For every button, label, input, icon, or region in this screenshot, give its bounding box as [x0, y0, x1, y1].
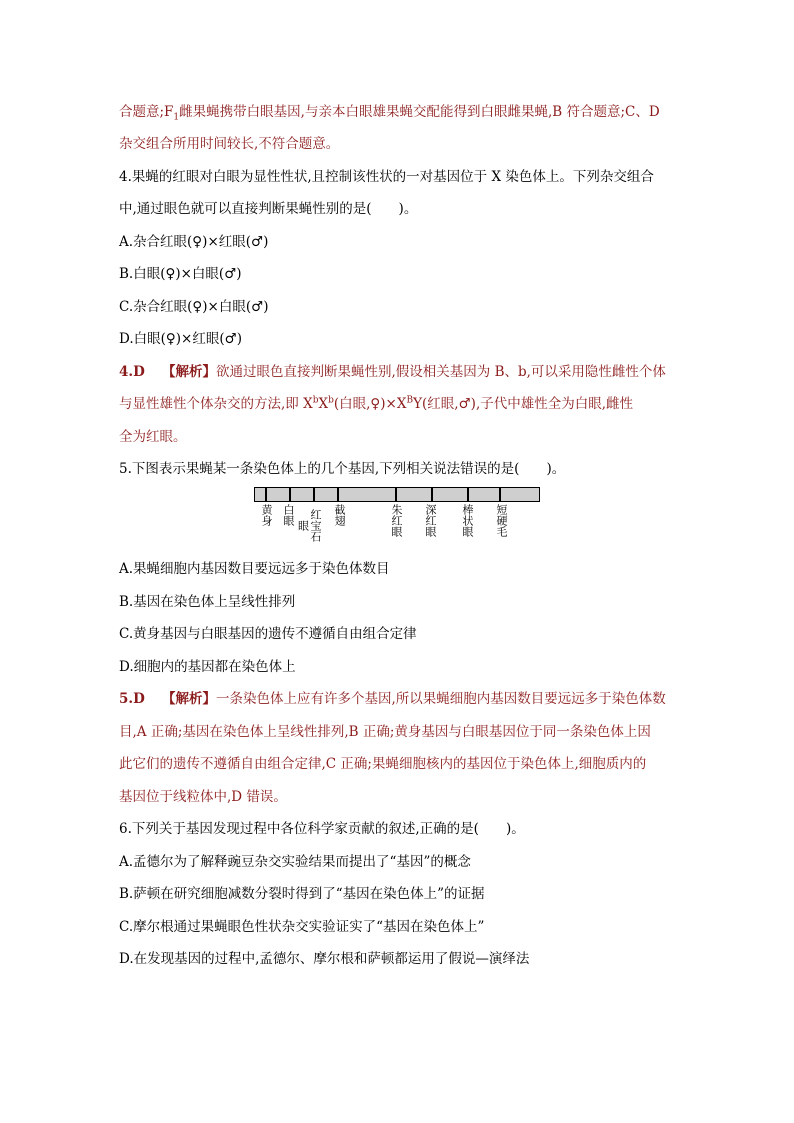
gene-locus-marker: [265, 488, 267, 501]
question5-option-c: C.黄身基因与白眼基因的遗传不遵循自由组合定律: [119, 626, 417, 642]
answer5-line3: 此它们的遗传不遵循自由组合定律,C 正确;果蝇细胞核内的基因位于染色体上,细胞质内的: [119, 756, 647, 772]
gene-label-short-bristle: 短硬毛: [495, 504, 508, 537]
answer5-line1: 5.D 【解析】一条染色体上应有许多个基因,所以果蝇细胞内基因数目要远远多于染色体数: [119, 691, 666, 707]
gene-locus-marker: [467, 488, 469, 501]
question4-option-b: B.白眼(♀)×白眼(♂): [119, 266, 242, 282]
answer4-line3: 全为红眼。: [119, 429, 187, 445]
question4-option-a: A.杂合红眼(♀)×红眼(♂): [119, 234, 269, 250]
gene-locus-marker: [499, 488, 501, 501]
gene-locus-marker: [289, 488, 291, 501]
answer3-line1: 合题意$;F_1$雌果蝇携带白眼基因,与亲本白眼雄果蝇交配能得到白眼雌果蝇,B 符合题意;C、D: [119, 104, 660, 123]
question5-option-d: D.细胞内的基因都在染色体上: [119, 659, 296, 675]
question5-option-b: B.基因在染色体上呈线性排列: [119, 594, 296, 610]
gene-locus-marker: [395, 488, 397, 501]
gene-locus-marker: [431, 488, 433, 501]
gene-label-vermilion-eye: 朱红眼: [390, 504, 403, 537]
answer4-line2: 与显性雄性个体杂交的方法,即 $X^bX^b$(白眼$,♀)\times X^BY$(红眼,♂),子代中雄性全为白眼,雌性: [119, 395, 634, 412]
question5-stem: 5.下图表示果蝇某一条染色体上的几个基因,下列相关说法错误的是( )。: [119, 461, 566, 477]
answer5-line4: 基因位于线粒体中,D 错误。: [119, 789, 287, 805]
question4-stem-line2: 中,通过眼色就可以直接判断果蝇性别的是( )。: [119, 201, 418, 217]
gene-locus-marker: [337, 488, 339, 501]
answer5-line2: 目,A 正确;基因在染色体上呈线性排列,B 正确;黄身基因与白眼基因位于同一条染色体上因: [119, 724, 651, 740]
question4-option-c: C.杂合红眼(♀)×白眼(♂): [119, 299, 269, 315]
chromosome-diagram: [254, 487, 540, 547]
question4-stem-line1: 4.果蝇的红眼对白眼为显性性状,且控制该性状的一对基因位于 X 染色体上。下列杂交组合: [119, 169, 654, 185]
chromosome-bar: [254, 487, 540, 502]
gene-locus-marker: [313, 488, 315, 501]
answer3-line2: 杂交组合所用时间较长,不符合题意。: [119, 136, 340, 152]
gene-label-bar-eye: 棒状眼: [461, 504, 474, 537]
question4-option-d: D.白眼(♀)×红眼(♂): [119, 331, 242, 347]
gene-label-cut-wing: 截翅: [333, 504, 346, 526]
question6-stem: 6.下列关于基因发现过程中各位科学家贡献的叙述,正确的是( )。: [119, 821, 525, 837]
answer4-line1: 4.D 【解析】欲通过眼色直接判断果蝇性别,假设相关基因为 B、b,可以采用隐性雌性个体: [119, 364, 666, 380]
question6-option-c: C.摩尔根通过果蝇眼色性状杂交实验证实了“基因在染色体上”: [119, 919, 485, 935]
gene-label-dark-red-eye: 深红眼: [424, 504, 437, 537]
question6-option-b: B.萨顿在研究细胞减数分裂时得到了“基因在染色体上”的证据: [119, 886, 485, 902]
question5-option-a: A.果蝇细胞内基因数目要远远多于染色体数目: [119, 561, 390, 577]
gene-label-ruby-eye: 红宝石眼: [296, 509, 322, 542]
question6-option-a: A.孟德尔为了解释豌豆杂交实验结果而提出了“基因”的概念: [119, 854, 471, 870]
gene-label-white-eye: 白眼: [282, 504, 295, 526]
gene-label-yellow-body: 黄身: [260, 504, 273, 526]
question6-option-d: D.在发现基因的过程中,孟德尔、摩尔根和萨顿都运用了假说—演绎法: [119, 951, 530, 967]
